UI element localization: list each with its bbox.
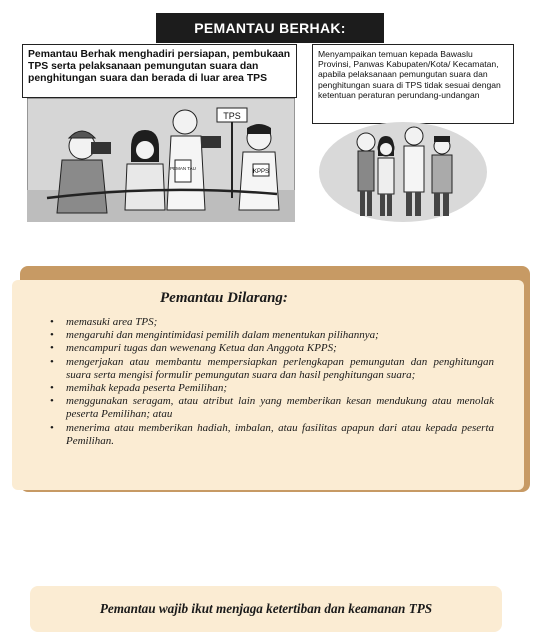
list-item: • menerima atau memberikan hadiah, imbalan, atau fasilitas apapun dari atau kepada peserta Pemilihan. xyxy=(48,422,494,448)
list-item: • menggunakan seragam, atau atribut lain yang memberikan kesan mendukung atau menolak peserta Pemilihan; atau xyxy=(48,395,494,421)
right-attend-text: Pemantau Berhak menghadiri persiapan, pembukaan TPS serta pelaksanaan pemungutan suara dan penghitungan suara dan berada di luar area TPS xyxy=(28,49,291,84)
list-item: • mencampuri tugas dan wewenang Ketua dan Anggota KPPS; xyxy=(48,342,494,355)
list-item: • memihak kepada peserta Pemilihan; xyxy=(48,382,494,395)
right-attend-box xyxy=(22,44,297,98)
list-item: • memasuki area TPS; xyxy=(48,316,494,329)
footer-text: Pemantau wajib ikut menjaga ketertiban dan keamanan TPS xyxy=(99,601,433,616)
right-report-text: Menyampaikan temuan kepada Bawaslu Provinsi, Panwas Kabupaten/Kota/ Kecamatan, apabila pelaksanaan pemungutan suara dan penghitungan suara di TPS tidak sesuai dengan ketentuan peraturan perundang-undangan xyxy=(318,49,501,100)
forbidden-list xyxy=(48,316,494,448)
right-report-box xyxy=(312,44,514,124)
reporting-group-illustration xyxy=(318,118,488,226)
observer-tag-label: PEMAN TAU xyxy=(170,166,196,171)
polling-station-illustration xyxy=(27,98,295,222)
kpps-tag-label: KPPS xyxy=(252,169,270,175)
tps-sign-label: TPS xyxy=(223,111,241,121)
section-title: PEMANTAU BERHAK: xyxy=(156,13,384,43)
list-item: • mengaruhi dan mengintimidasi pemilih dalam menentukan pilihannya; xyxy=(48,329,494,342)
forbidden-heading: Pemantau Dilarang: xyxy=(160,290,288,306)
list-item: • mengerjakan atau membantu mempersiapkan perlengkapan pemungutan dan penghitungan suara serta mengisi formulir pemungutan suara dan hasil penghitungan suara; xyxy=(48,356,494,382)
footer-banner xyxy=(30,586,502,632)
